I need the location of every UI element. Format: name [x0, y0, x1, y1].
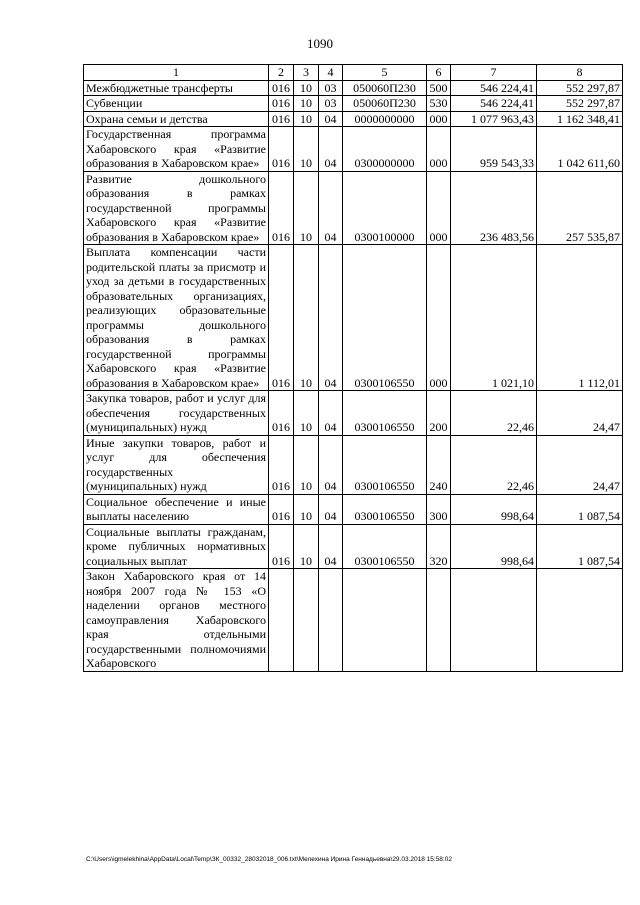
budget-table: [83, 64, 623, 672]
amount-year2: 552 297,87: [537, 96, 623, 112]
ministry-code: 016: [269, 524, 294, 569]
expense-type: 000: [427, 111, 451, 127]
expense-type: [427, 569, 451, 672]
amount-year2: 24,47: [537, 391, 623, 436]
table-row: [84, 391, 623, 436]
column-header: 5: [343, 65, 427, 81]
amount-year1: 236 483,56: [451, 171, 537, 245]
expense-type: 530: [427, 96, 451, 112]
target-article: 050060П230: [343, 80, 427, 96]
row-name: Выплата компенсации части родительской платы за присмотр и уход за детьми в государственных образовательных организациях, реализующих образовательные программы дошкольного образования в рамках государственной программы Хабаровского края «Развитие образования в Хабаровском крае»: [84, 245, 269, 391]
amount-year1: 22,46: [451, 435, 537, 494]
expense-type: 000: [427, 171, 451, 245]
target-article: 0300000000: [343, 127, 427, 172]
section-code: 10: [294, 127, 319, 172]
amount-year1: 546 224,41: [451, 96, 537, 112]
amount-year1: 22,46: [451, 391, 537, 436]
amount-year1: [451, 569, 537, 672]
target-article: [343, 569, 427, 672]
section-code: [294, 569, 319, 672]
section-code: 10: [294, 171, 319, 245]
target-article: 0300106550: [343, 494, 427, 524]
target-article: 0300106550: [343, 245, 427, 391]
ministry-code: 016: [269, 494, 294, 524]
section-code: 10: [294, 494, 319, 524]
ministry-code: 016: [269, 245, 294, 391]
row-name: Субвенции: [84, 96, 269, 112]
row-name: Иные закупки товаров, работ и услуг для обеспечения государственных (муниципальных) нужд: [84, 435, 269, 494]
amount-year1: 959 543,33: [451, 127, 537, 172]
table-row: [84, 111, 623, 127]
amount-year2: 257 535,87: [537, 171, 623, 245]
section-code: 10: [294, 245, 319, 391]
column-header: 2: [269, 65, 294, 81]
subsection-code: 04: [319, 391, 343, 436]
target-article: 050060П230: [343, 96, 427, 112]
column-header: 4: [319, 65, 343, 81]
table-row: [84, 435, 623, 494]
row-name: Охрана семьи и детства: [84, 111, 269, 127]
section-code: 10: [294, 391, 319, 436]
target-article: 0300106550: [343, 391, 427, 436]
amount-year1: 1 077 963,43: [451, 111, 537, 127]
column-header: 6: [427, 65, 451, 81]
subsection-code: 04: [319, 524, 343, 569]
target-article: 0000000000: [343, 111, 427, 127]
table-row: [84, 171, 623, 245]
expense-type: 320: [427, 524, 451, 569]
ministry-code: 016: [269, 80, 294, 96]
amount-year1: 998,64: [451, 494, 537, 524]
target-article: 0300106550: [343, 524, 427, 569]
amount-year2: 24,47: [537, 435, 623, 494]
expense-type: 200: [427, 391, 451, 436]
row-name: Социальные выплаты гражданам, кроме публичных нормативных социальных выплат: [84, 524, 269, 569]
column-header: 3: [294, 65, 319, 81]
subsection-code: [319, 569, 343, 672]
table-row: [84, 127, 623, 172]
subsection-code: 04: [319, 494, 343, 524]
subsection-code: 04: [319, 127, 343, 172]
table-row: [84, 524, 623, 569]
ministry-code: 016: [269, 391, 294, 436]
section-code: 10: [294, 111, 319, 127]
amount-year1: 1 021,10: [451, 245, 537, 391]
subsection-code: 04: [319, 435, 343, 494]
ministry-code: 016: [269, 435, 294, 494]
column-header: 8: [537, 65, 623, 81]
amount-year2: 1 162 348,41: [537, 111, 623, 127]
ministry-code: 016: [269, 96, 294, 112]
amount-year2: 1 087,54: [537, 524, 623, 569]
target-article: 0300100000: [343, 171, 427, 245]
row-name: Государственная программа Хабаровского края «Развитие образования в Хабаровском крае»: [84, 127, 269, 172]
section-code: 10: [294, 435, 319, 494]
table-row: [84, 494, 623, 524]
section-code: 10: [294, 524, 319, 569]
subsection-code: 03: [319, 96, 343, 112]
amount-year2: 1 112,01: [537, 245, 623, 391]
expense-type: 000: [427, 245, 451, 391]
table-row: [84, 96, 623, 112]
row-name: Закупка товаров, работ и услуг для обеспечения государственных (муниципальных) нужд: [84, 391, 269, 436]
column-header: 7: [451, 65, 537, 81]
target-article: 0300106550: [343, 435, 427, 494]
ministry-code: 016: [269, 171, 294, 245]
row-name: Закон Хабаровского края от 14 ноября 2007 года № 153 «О наделении органов местного самоуправления Хабаровского края отдельными государственными полномочиями Хабаровского: [84, 569, 269, 672]
subsection-code: 04: [319, 245, 343, 391]
ministry-code: 016: [269, 127, 294, 172]
column-header: 1: [84, 65, 269, 81]
expense-type: 000: [427, 127, 451, 172]
ministry-code: [269, 569, 294, 672]
expense-type: 300: [427, 494, 451, 524]
amount-year1: 546 224,41: [451, 80, 537, 96]
amount-year2: 552 297,87: [537, 80, 623, 96]
subsection-code: 03: [319, 80, 343, 96]
row-name: Социальное обеспечение и иные выплаты населению: [84, 494, 269, 524]
row-name: Развитие дошкольного образования в рамках государственной программы Хабаровского края «Развитие образования в Хабаровском крае»: [84, 171, 269, 245]
file-path-footer: C:\Users\igmelekhina\AppData\Local\Temp\ЗК_00332_28032018_006.txt\Мелехина Ирина Геннадьевна\29.03.2018 15:58:02: [86, 856, 452, 863]
page-number: 1090: [307, 36, 333, 51]
expense-type: 240: [427, 435, 451, 494]
table-row: [84, 245, 623, 391]
section-code: 10: [294, 80, 319, 96]
amount-year2: [537, 569, 623, 672]
table-header-row: [84, 65, 623, 81]
amount-year1: 998,64: [451, 524, 537, 569]
table-row: [84, 569, 623, 672]
section-code: 10: [294, 96, 319, 112]
subsection-code: 04: [319, 171, 343, 245]
table-row: [84, 80, 623, 96]
row-name: Межбюджетные трансферты: [84, 80, 269, 96]
amount-year2: 1 087,54: [537, 494, 623, 524]
ministry-code: 016: [269, 111, 294, 127]
expense-type: 500: [427, 80, 451, 96]
amount-year2: 1 042 611,60: [537, 127, 623, 172]
subsection-code: 04: [319, 111, 343, 127]
